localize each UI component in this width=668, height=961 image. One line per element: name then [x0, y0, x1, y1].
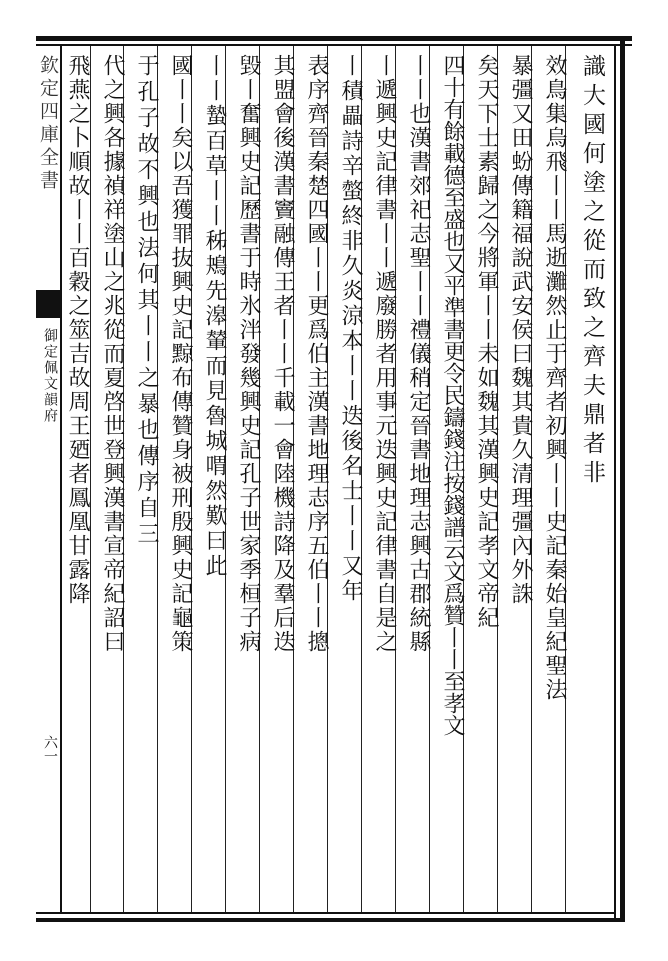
text-column-3: 暴彊又田蚡傳籍福說武安侯曰魏其貴久清理彊內外誅 [508, 54, 533, 606]
text-column-4: 矣天下士素歸之今將軍丨丨未如魏其漢興史記孝文帝紀 [474, 54, 499, 630]
text-column-7: 丨遞興史記律書丨丨遞廢勝者用事元迭興史記律書自是之 [372, 54, 397, 654]
frame-right-border [620, 36, 625, 921]
spine-divider [60, 46, 62, 912]
frame-top-inner-border [36, 44, 632, 46]
text-column-11: 毀丨奮興史記歷書于時氷泮發幾興史記孔子世家季桓子病 [236, 54, 261, 654]
column-separator [90, 46, 91, 912]
fishtail-mark [36, 290, 62, 318]
text-column-8: 丨積畾詩辛螫終非久炎涼本丨丨迭後名士丨丨又年 [338, 54, 363, 604]
spine-book-title: 御定佩文韻府 [42, 328, 58, 424]
frame-bottom-border [36, 918, 625, 922]
frame-right-inner-border [614, 44, 616, 921]
text-column-12: 丨丨蟄百草丨丨秭鴂先滜輦而見魯城喟然歎曰此 [202, 54, 227, 579]
frame-top-border [36, 36, 632, 41]
text-column-5: 四十有餘載德至盛也又平準書更令民鑄錢注按錢譜云文爲贊丨丨至孝文 [440, 54, 465, 736]
text-column-14: 于孔子故不興也法何其丨丨之暴也傳序自三 [134, 54, 159, 548]
text-column-9: 表序齊晉秦楚四國丨丨更爲伯主漢書地理志序五伯丨丨摠 [304, 54, 329, 654]
text-column-1: 識大國何塗之從而致之齊夫鼎者非 [579, 54, 605, 489]
text-column-15: 代之興各據禎祥塗山之兆從而夏啓世登興漢書宣帝紀詔曰 [100, 54, 125, 654]
text-column-16: 飛燕之卜順故丨丨百穀之筮吉故周王廼者鳳凰甘露降 [65, 54, 90, 606]
text-column-6: 丨丨也漢書郊祀志聖丨丨禮儀稍定晉書地理志興古郡統縣 [406, 54, 431, 654]
text-column-2: 效鳥集烏飛丨丨馬逝灘然止于齊者初興丨丨史記秦始皇紀聖法 [542, 54, 567, 702]
spine-page-number: 六一 [42, 735, 58, 763]
spine-title: 欽定四庫全書 [37, 55, 59, 193]
text-column-13: 國丨丨矣以吾獲罪抜興史記黥布傳贊身被刑殷興史記龜策 [168, 54, 193, 654]
text-column-10: 其盟會後漢書竇融傳王者丨丨千載一會陸機詩降及羣后迭 [270, 54, 295, 654]
frame-bottom-inner-border [36, 912, 616, 914]
